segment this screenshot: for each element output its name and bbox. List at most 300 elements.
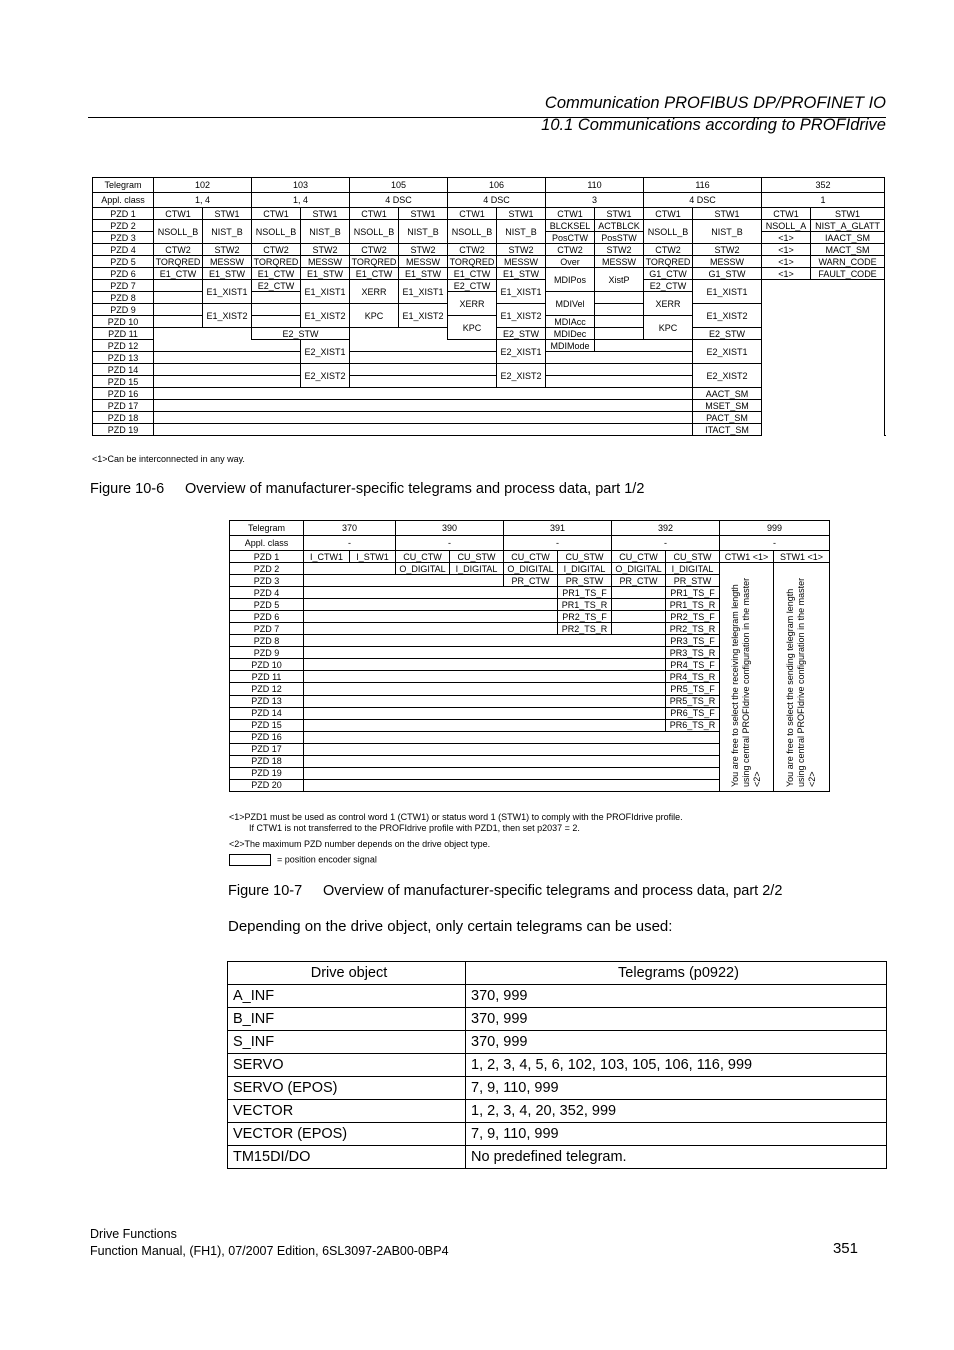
receive-length-note — [720, 563, 774, 792]
pzd-label: PZD 16 — [230, 731, 304, 743]
cell — [154, 340, 301, 352]
footnote-2c: <2>The maximum PZD number depends on the drive object type. — [229, 839, 491, 849]
cell: CTW2 — [448, 244, 497, 256]
drive-object: SERVO — [228, 1054, 466, 1077]
cell: E2_XIST1 — [301, 340, 350, 364]
cell: FAULT_CODE — [811, 268, 885, 280]
cell: STW2 — [399, 244, 448, 256]
tg-999: 999 — [720, 521, 830, 536]
pzd-label: PZD 11 — [230, 671, 304, 683]
cell: <1> — [762, 268, 811, 280]
cell: E1_STW — [203, 268, 252, 280]
cell: STW1 — [497, 208, 546, 220]
cell — [595, 328, 644, 340]
cell — [252, 292, 301, 304]
cell: CTW1 — [448, 208, 497, 220]
cell: TORQRED — [252, 256, 301, 268]
tg-105: 105 — [350, 178, 448, 193]
cell: E2_CTW — [644, 280, 693, 292]
cell: STW1 <1> — [774, 551, 830, 563]
send-length-text: You are free to select the sending telegram length using central PROFIdrive configuration in the master <2> — [785, 577, 817, 787]
cell: CU_STW — [666, 551, 720, 563]
pzd-label: PZD 3 — [93, 232, 154, 244]
cell: MDIVel — [546, 292, 595, 316]
cell: MESSW — [203, 256, 252, 268]
cell: E1_XIST2 — [497, 304, 546, 328]
pzd-label: PZD 4 — [93, 244, 154, 256]
cell: AACT_SM — [693, 388, 762, 400]
cell: E1_XIST1 — [399, 280, 448, 304]
cell: WARN_CODE — [811, 256, 885, 268]
cell: CTW2 — [350, 244, 399, 256]
table-row — [228, 1100, 887, 1123]
tg-106: 106 — [448, 178, 546, 193]
table-row — [228, 1054, 887, 1077]
cell — [304, 611, 558, 623]
cell: <1> — [762, 244, 811, 256]
cell — [612, 599, 666, 611]
table-row — [228, 1077, 887, 1100]
cell: PR4_TS_R — [666, 671, 720, 683]
pzd-label: PZD 9 — [93, 304, 154, 316]
cell — [304, 695, 666, 707]
cell: G1_CTW — [644, 268, 693, 280]
ac-105: 4 DSC — [350, 193, 448, 208]
pzd-label: PZD 12 — [93, 340, 154, 352]
cell: TORQRED — [644, 256, 693, 268]
cell: E1_STW — [497, 268, 546, 280]
drive-object: S_INF — [228, 1031, 466, 1054]
cell — [304, 743, 720, 755]
cell: NSOLL_B — [350, 220, 399, 244]
cell: E1_XIST2 — [399, 304, 448, 328]
cell — [252, 304, 301, 316]
cell: I_CTW1 — [304, 551, 350, 563]
cell: E2_XIST1 — [497, 340, 546, 364]
cell: E2_STW — [693, 328, 762, 340]
cell: PR6_TS_F — [666, 707, 720, 719]
cell — [304, 671, 666, 683]
cell: CTW2 — [546, 244, 595, 256]
ac-370: - — [304, 536, 396, 551]
cell — [350, 328, 448, 340]
footer-doc-title: Drive Functions — [90, 1227, 177, 1241]
legend-swatch — [229, 854, 271, 866]
cell: MESSW — [301, 256, 350, 268]
cell: STW1 — [811, 208, 885, 220]
cell: PR1_TS_F — [558, 587, 612, 599]
cell: PR1_TS_R — [558, 599, 612, 611]
cell: MSET_SM — [693, 400, 762, 412]
cell: CTW1 — [252, 208, 301, 220]
cell — [350, 340, 497, 352]
cell: CTW1 — [644, 208, 693, 220]
pzd-label: PZD 15 — [93, 376, 154, 388]
page-header-subtitle: 10.1 Communications according to PROFIdrive — [541, 116, 886, 134]
cell: MDIAcc — [546, 316, 595, 328]
pzd-label: PZD 4 — [230, 587, 304, 599]
ac-116: 4 DSC — [644, 193, 762, 208]
header-appl-class: Appl. class — [93, 193, 154, 208]
cell: STW2 — [203, 244, 252, 256]
tg-103: 103 — [252, 178, 350, 193]
pzd-label: PZD 3 — [230, 575, 304, 587]
cell: E1_XIST1 — [203, 280, 252, 304]
cell: CTW2 — [154, 244, 203, 256]
telegram-table-part2 — [229, 520, 830, 792]
cell: XERR — [350, 280, 399, 304]
footnote-2b: If CTW1 is not transferred to the PROFIdrive profile with PZD1, then set p2037 = 2. — [249, 823, 580, 833]
pzd-label: PZD 16 — [93, 388, 154, 400]
telegrams: 370, 999 — [466, 1008, 887, 1031]
table-row — [228, 1123, 887, 1146]
cell — [154, 328, 252, 340]
pzd-label: PZD 17 — [93, 400, 154, 412]
cell: PR4_TS_F — [666, 659, 720, 671]
col-header-drive-object: Drive object — [228, 962, 466, 985]
tg-102: 102 — [154, 178, 252, 193]
cell: G1_STW — [693, 268, 762, 280]
cell — [252, 316, 301, 328]
pzd-label: PZD 14 — [230, 707, 304, 719]
cell: NSOLL_B — [252, 220, 301, 244]
col-header-telegrams: Telegrams (p0922) — [466, 962, 887, 985]
pzd-label: PZD 5 — [230, 599, 304, 611]
telegrams: 7, 9, 110, 999 — [466, 1077, 887, 1100]
pzd-label: PZD 2 — [230, 563, 304, 575]
caption-label: Figure 10-6 — [90, 481, 165, 497]
tg-392: 392 — [612, 521, 720, 536]
cell: PR2_TS_R — [666, 623, 720, 635]
cell: E1_XIST2 — [203, 304, 252, 328]
header-telegram: Telegram — [230, 521, 304, 536]
ac-391: - — [504, 536, 612, 551]
cell: NIST_B — [301, 220, 350, 244]
cell — [304, 755, 720, 767]
receive-length-text: You are free to select the receiving telegram length using central PROFIdrive configuration in the master <2> — [730, 577, 762, 787]
cell — [154, 376, 301, 388]
cell — [154, 292, 203, 304]
cell: PR1_TS_F — [666, 587, 720, 599]
cell — [304, 731, 720, 743]
tg-370: 370 — [304, 521, 396, 536]
cell: E1_STW — [301, 268, 350, 280]
ac-392: - — [612, 536, 720, 551]
cell: I_DIGITAL — [558, 563, 612, 575]
cell: XERR — [644, 292, 693, 316]
cell: CTW1 — [350, 208, 399, 220]
legend — [229, 854, 377, 866]
cell: E1_CTW — [350, 268, 399, 280]
pzd-label: PZD 13 — [93, 352, 154, 364]
cell: MESSW — [693, 256, 762, 268]
cell: PR3_TS_R — [666, 647, 720, 659]
tg-390: 390 — [396, 521, 504, 536]
cell: E1_CTW — [252, 268, 301, 280]
cell: STW1 — [301, 208, 350, 220]
figure-caption-2 — [228, 883, 782, 899]
ac-103: 1, 4 — [252, 193, 350, 208]
cell — [546, 376, 693, 388]
cell: MACT_SM — [811, 244, 885, 256]
cell — [304, 707, 666, 719]
legend-text: = position encoder signal — [277, 854, 377, 865]
cell — [154, 316, 203, 328]
cell: ITACT_SM — [693, 424, 762, 436]
cell: PR2_TS_F — [558, 611, 612, 623]
cell: E2_CTW — [448, 280, 497, 292]
cell — [154, 304, 203, 316]
cell: O_DIGITAL — [396, 563, 450, 575]
pzd-label: PZD 7 — [230, 623, 304, 635]
cell: NIST_B — [497, 220, 546, 244]
cell: E1_STW — [399, 268, 448, 280]
telegrams: 7, 9, 110, 999 — [466, 1123, 887, 1146]
pzd-label: PZD 9 — [230, 647, 304, 659]
cell — [154, 352, 301, 364]
cell: Over — [546, 256, 595, 268]
figure-caption-1 — [90, 481, 644, 497]
pzd-label: PZD 18 — [93, 412, 154, 424]
pzd-label: PZD 6 — [230, 611, 304, 623]
table-row — [228, 1146, 887, 1169]
cell: I_STW1 — [350, 551, 396, 563]
cell: E2_CTW — [252, 280, 301, 292]
cell: E2_XIST2 — [693, 364, 762, 388]
cell: CU_CTW — [396, 551, 450, 563]
cell: PR2_TS_F — [666, 611, 720, 623]
cell: E1_XIST2 — [301, 304, 350, 328]
header-telegram: Telegram — [93, 178, 154, 193]
tg-116: 116 — [644, 178, 762, 193]
pzd-label: PZD 12 — [230, 683, 304, 695]
cell — [304, 587, 558, 599]
cell: CTW1 — [546, 208, 595, 220]
telegrams: 370, 999 — [466, 985, 887, 1008]
cell — [595, 292, 644, 304]
cell — [304, 719, 666, 731]
cell: ACTBLCK — [595, 220, 644, 232]
cell: CTW2 — [644, 244, 693, 256]
cell: STW1 — [693, 208, 762, 220]
cell: NSOLL_B — [644, 220, 693, 244]
cell — [304, 635, 666, 647]
cell: O_DIGITAL — [612, 563, 666, 575]
table-row — [228, 1008, 887, 1031]
telegrams: No predefined telegram. — [466, 1146, 887, 1169]
ac-999: - — [720, 536, 830, 551]
drive-object: B_INF — [228, 1008, 466, 1031]
pzd-label: PZD 1 — [230, 551, 304, 563]
cell: IAACT_SM — [811, 232, 885, 244]
pzd-label: PZD 17 — [230, 743, 304, 755]
cell: STW2 — [497, 244, 546, 256]
cell: KPC — [448, 316, 497, 340]
cell — [304, 623, 558, 635]
cell: TORQRED — [448, 256, 497, 268]
cell — [595, 304, 644, 316]
cell: CTW1 — [154, 208, 203, 220]
pzd-label: PZD 2 — [93, 220, 154, 232]
cell: E2_XIST1 — [693, 340, 762, 364]
cell: E1_XIST1 — [301, 280, 350, 304]
cell: KPC — [350, 304, 399, 328]
cell: O_DIGITAL — [504, 563, 558, 575]
cell — [612, 587, 666, 599]
footnote-2a: <1>PZD1 must be used as control word 1 (CTW1) or status word 1 (STW1) to comply with the PROFIdrive profile. — [229, 812, 683, 822]
cell — [154, 364, 301, 376]
cell: PR1_TS_R — [666, 599, 720, 611]
footnote-1: <1>Can be interconnected in any way. — [92, 454, 245, 464]
pzd-label: PZD 5 — [93, 256, 154, 268]
cell: PosSTW — [595, 232, 644, 244]
cell: KPC — [644, 316, 693, 340]
cell: MESSW — [595, 256, 644, 268]
cell: MDIMode — [546, 340, 595, 352]
cell: CTW2 — [252, 244, 301, 256]
page-number: 351 — [832, 1240, 858, 1257]
cell: E1_XIST2 — [693, 304, 762, 328]
caption-label: Figure 10-7 — [228, 883, 303, 899]
cell: E2_STW — [252, 328, 350, 340]
intro-paragraph: Depending on the drive object, only certain telegrams can be used: — [228, 918, 673, 935]
cell: PR_CTW — [612, 575, 666, 587]
cell — [546, 364, 693, 376]
cell — [304, 659, 666, 671]
cell: CTW1 — [762, 208, 811, 220]
pzd-label: PZD 11 — [93, 328, 154, 340]
caption-text: Overview of manufacturer-specific telegrams and process data, part 2/2 — [323, 883, 783, 899]
cell: STW1 — [203, 208, 252, 220]
cell: NSOLL_B — [154, 220, 203, 244]
cell: CU_STW — [450, 551, 504, 563]
cell — [154, 388, 693, 400]
cell: PR_STW — [558, 575, 612, 587]
tg-110: 110 — [546, 178, 644, 193]
drive-object: VECTOR — [228, 1100, 466, 1123]
cell: I_DIGITAL — [450, 563, 504, 575]
cell: XistP — [595, 268, 644, 292]
cell — [612, 611, 666, 623]
telegrams: 1, 2, 3, 4, 20, 352, 999 — [466, 1100, 887, 1123]
cell: CU_CTW — [504, 551, 558, 563]
cell: XERR — [448, 292, 497, 316]
cell: CTW1 <1> — [720, 551, 774, 563]
cell: NSOLL_B — [448, 220, 497, 244]
cell: <1> — [762, 232, 811, 244]
cell: TORQRED — [350, 256, 399, 268]
cell: PR2_TS_R — [558, 623, 612, 635]
pzd-label: PZD 8 — [93, 292, 154, 304]
cell: <1> — [762, 256, 811, 268]
cell — [154, 280, 203, 292]
cell: PR6_TS_R — [666, 719, 720, 731]
pzd-label: PZD 19 — [93, 424, 154, 436]
cell: STW1 — [595, 208, 644, 220]
tg-391: 391 — [504, 521, 612, 536]
page-header-title: Communication PROFIBUS DP/PROFINET IO — [544, 94, 886, 112]
pzd-label: PZD 20 — [230, 779, 304, 791]
drive-object: A_INF — [228, 985, 466, 1008]
drive-object: VECTOR (EPOS) — [228, 1123, 466, 1146]
cell: PR5_TS_R — [666, 695, 720, 707]
caption-text: Overview of manufacturer-specific telegrams and process data, part 1/2 — [185, 481, 645, 497]
table-row — [228, 985, 887, 1008]
send-length-note — [774, 563, 830, 792]
cell: PR_STW — [666, 575, 720, 587]
cell — [546, 352, 693, 364]
cell — [304, 779, 720, 791]
drive-object: SERVO (EPOS) — [228, 1077, 466, 1100]
pzd-label: PZD 14 — [93, 364, 154, 376]
ac-102: 1, 4 — [154, 193, 252, 208]
cell: E2_STW — [497, 328, 546, 340]
cell: PR_CTW — [504, 575, 558, 587]
cell: NIST_B — [399, 220, 448, 244]
pzd-label: PZD 15 — [230, 719, 304, 731]
header-appl-class: Appl. class — [230, 536, 304, 551]
cell: STW2 — [693, 244, 762, 256]
cell: E2_XIST2 — [497, 364, 546, 388]
pzd-label: PZD 10 — [230, 659, 304, 671]
cell: I_DIGITAL — [666, 563, 720, 575]
cell — [154, 424, 693, 436]
cell: PR3_TS_F — [666, 635, 720, 647]
table-row — [228, 1031, 887, 1054]
cell — [304, 683, 666, 695]
cell: E1_XIST1 — [693, 280, 762, 304]
cell: MESSW — [497, 256, 546, 268]
pzd-label: PZD 1 — [93, 208, 154, 220]
cell — [612, 623, 666, 635]
pzd-label: PZD 18 — [230, 755, 304, 767]
cell: PACT_SM — [693, 412, 762, 424]
cell — [595, 340, 693, 352]
cell: TORQRED — [154, 256, 203, 268]
cell — [350, 364, 497, 376]
cell: NIST_A_GLATT — [811, 220, 885, 232]
cell — [304, 647, 666, 659]
pzd-label: PZD 6 — [93, 268, 154, 280]
cell: BLCKSEL — [546, 220, 595, 232]
cell — [350, 352, 497, 364]
pzd-label: PZD 8 — [230, 635, 304, 647]
cell: E1_CTW — [448, 268, 497, 280]
pzd-label: PZD 19 — [230, 767, 304, 779]
cell: CU_STW — [558, 551, 612, 563]
cell — [154, 412, 693, 424]
cell: MESSW — [399, 256, 448, 268]
telegram-table-part1 — [92, 177, 885, 436]
telegrams: 370, 999 — [466, 1031, 887, 1054]
drive-object-table — [227, 961, 887, 1169]
cell: NIST_B — [693, 220, 762, 244]
drive-object: TM15DI/DO — [228, 1146, 466, 1169]
ac-106: 4 DSC — [448, 193, 546, 208]
cell: NSOLL_A — [762, 220, 811, 232]
cell: PR5_TS_F — [666, 683, 720, 695]
cell: E1_CTW — [154, 268, 203, 280]
footer-doc-edition: Function Manual, (FH1), 07/2007 Edition, 6SL3097-2AB00-0BP4 — [90, 1244, 449, 1258]
cell: CU_CTW — [612, 551, 666, 563]
ac-390: - — [396, 536, 504, 551]
cell — [304, 563, 396, 575]
cell: STW2 — [301, 244, 350, 256]
empty-block — [762, 280, 885, 436]
cell — [154, 400, 693, 412]
pzd-label: PZD 13 — [230, 695, 304, 707]
cell: PosCTW — [546, 232, 595, 244]
